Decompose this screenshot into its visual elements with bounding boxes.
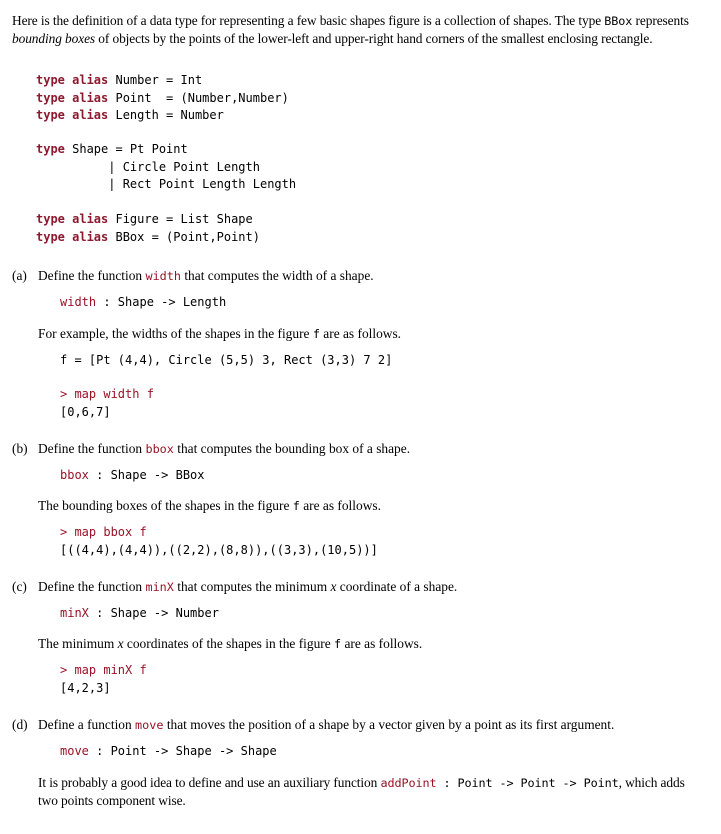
- intro-text: of objects by the points of the lower-left and upper-right hand corners of the smallest enclosing rectangle.: [95, 31, 653, 46]
- variable-f: f: [292, 499, 300, 513]
- function-name: minX: [60, 606, 89, 620]
- keyword: type alias: [36, 212, 109, 226]
- intro-bbox-code: BBox: [604, 14, 633, 28]
- question-text: coordinate of a shape.: [336, 579, 458, 594]
- code-line: | Circle Point Length: [36, 159, 260, 174]
- question-c: [12, 578, 457, 596]
- variable-f: f: [312, 327, 320, 341]
- repl-result: [0,6,7]: [60, 404, 111, 419]
- code-line: : Shape -> Number: [88, 606, 219, 620]
- question-text: Define the function: [38, 268, 146, 283]
- code-line: f = [Pt (4,4), Circle (5,5) 3, Rect (3,3) 7 2]: [60, 353, 393, 367]
- example-text-part: are as follows.: [319, 326, 402, 341]
- function-name: width: [60, 295, 97, 309]
- keyword: type: [36, 142, 65, 156]
- question-text: Define the function: [38, 579, 146, 594]
- code-line: | Rect Point Length Length: [36, 177, 297, 191]
- question-text: Define a function: [38, 717, 136, 732]
- example-text-part: The minimum: [38, 636, 118, 651]
- shape-type-block: [36, 141, 296, 194]
- width-signature: [60, 294, 226, 312]
- intro-text: Here is the definition of a data type for representing a few basic shapes figure is a collection of shapes. The type: [12, 13, 605, 28]
- figure-definition: [60, 352, 392, 370]
- code-line: Figure = List Shape: [108, 212, 253, 226]
- repl-prompt: > map minX f: [60, 663, 147, 677]
- repl-prompt: > map width f: [60, 387, 154, 401]
- minx-example-output: [60, 662, 147, 697]
- question-text: that computes the width of a shape.: [180, 268, 374, 283]
- function-name: move: [60, 744, 89, 758]
- intro-text: represents: [632, 13, 689, 28]
- question-text: that moves the position of a shape by a vector given by a point as its first argument.: [163, 717, 615, 732]
- variable-f: f: [334, 637, 342, 651]
- keyword: type alias: [36, 73, 109, 87]
- repl-result: [((4,4),(4,4)),((2,2),(8,8)),((3,3),(10,5))]: [60, 542, 378, 557]
- function-name: bbox: [60, 468, 89, 482]
- example-text-part: coordinates of the shapes in the figure: [123, 636, 335, 651]
- move-signature: [60, 743, 277, 761]
- math-x: x: [330, 579, 337, 594]
- code-line: : Point -> Shape -> Shape: [88, 744, 277, 758]
- keyword: type alias: [36, 90, 109, 105]
- minx-signature: [60, 605, 219, 623]
- intro-paragraph: [12, 12, 702, 48]
- example-text: [38, 325, 401, 343]
- function-name: width: [145, 269, 181, 283]
- repl-result: [4,2,3]: [60, 680, 111, 695]
- type-alias-block: [36, 72, 289, 125]
- code-line: Shape = Pt Point: [64, 142, 188, 156]
- question-text: that computes the bounding box of a shape.: [173, 441, 411, 456]
- bbox-example-output: [60, 524, 378, 559]
- example-text-part: are as follows.: [299, 498, 381, 513]
- question-a: [12, 267, 374, 285]
- code-line: Point = (Number,Number): [108, 90, 289, 105]
- function-name: bbox: [145, 442, 174, 456]
- repl-prompt: > map bbox f: [60, 525, 147, 539]
- question-label: (d): [12, 717, 28, 732]
- figure-type-block: [36, 211, 260, 246]
- function-name: minX: [145, 580, 174, 594]
- question-d: [12, 716, 614, 734]
- keyword: type alias: [36, 229, 109, 244]
- code-line: BBox = (Point,Point): [108, 229, 260, 244]
- example-text-part: are as follows.: [341, 636, 423, 651]
- code-line: Length = Number: [108, 108, 224, 122]
- example-text-part: The bounding boxes of the shapes in the figure: [38, 498, 293, 513]
- bbox-signature: [60, 467, 205, 485]
- question-b: [12, 440, 410, 458]
- question-label: (c): [12, 579, 27, 594]
- intro-emphasis: bounding boxes: [12, 31, 96, 46]
- example-text-part: For example, the widths of the shapes in the figure: [38, 326, 313, 341]
- question-label: (b): [12, 441, 28, 456]
- code-line: Number = Int: [108, 73, 203, 87]
- function-name: addPoint: [380, 776, 437, 790]
- code-line: : Shape -> BBox: [88, 468, 205, 482]
- question-label: (a): [12, 268, 27, 283]
- example-text: [38, 635, 422, 653]
- example-text: [38, 497, 381, 515]
- hint-paragraph: [38, 774, 702, 810]
- keyword: type alias: [36, 108, 109, 122]
- code-line: : Point -> Point -> Point: [436, 776, 619, 790]
- question-text: that computes the minimum: [173, 579, 331, 594]
- code-line: : Shape -> Length: [96, 295, 227, 309]
- width-example-output: [60, 386, 154, 421]
- hint-text: , which adds two points component wise.: [38, 775, 685, 808]
- question-text: Define the function: [38, 441, 146, 456]
- math-x: x: [117, 636, 124, 651]
- hint-text: It is probably a good idea to define and use an auxiliary function: [38, 775, 381, 790]
- function-name: move: [135, 718, 164, 732]
